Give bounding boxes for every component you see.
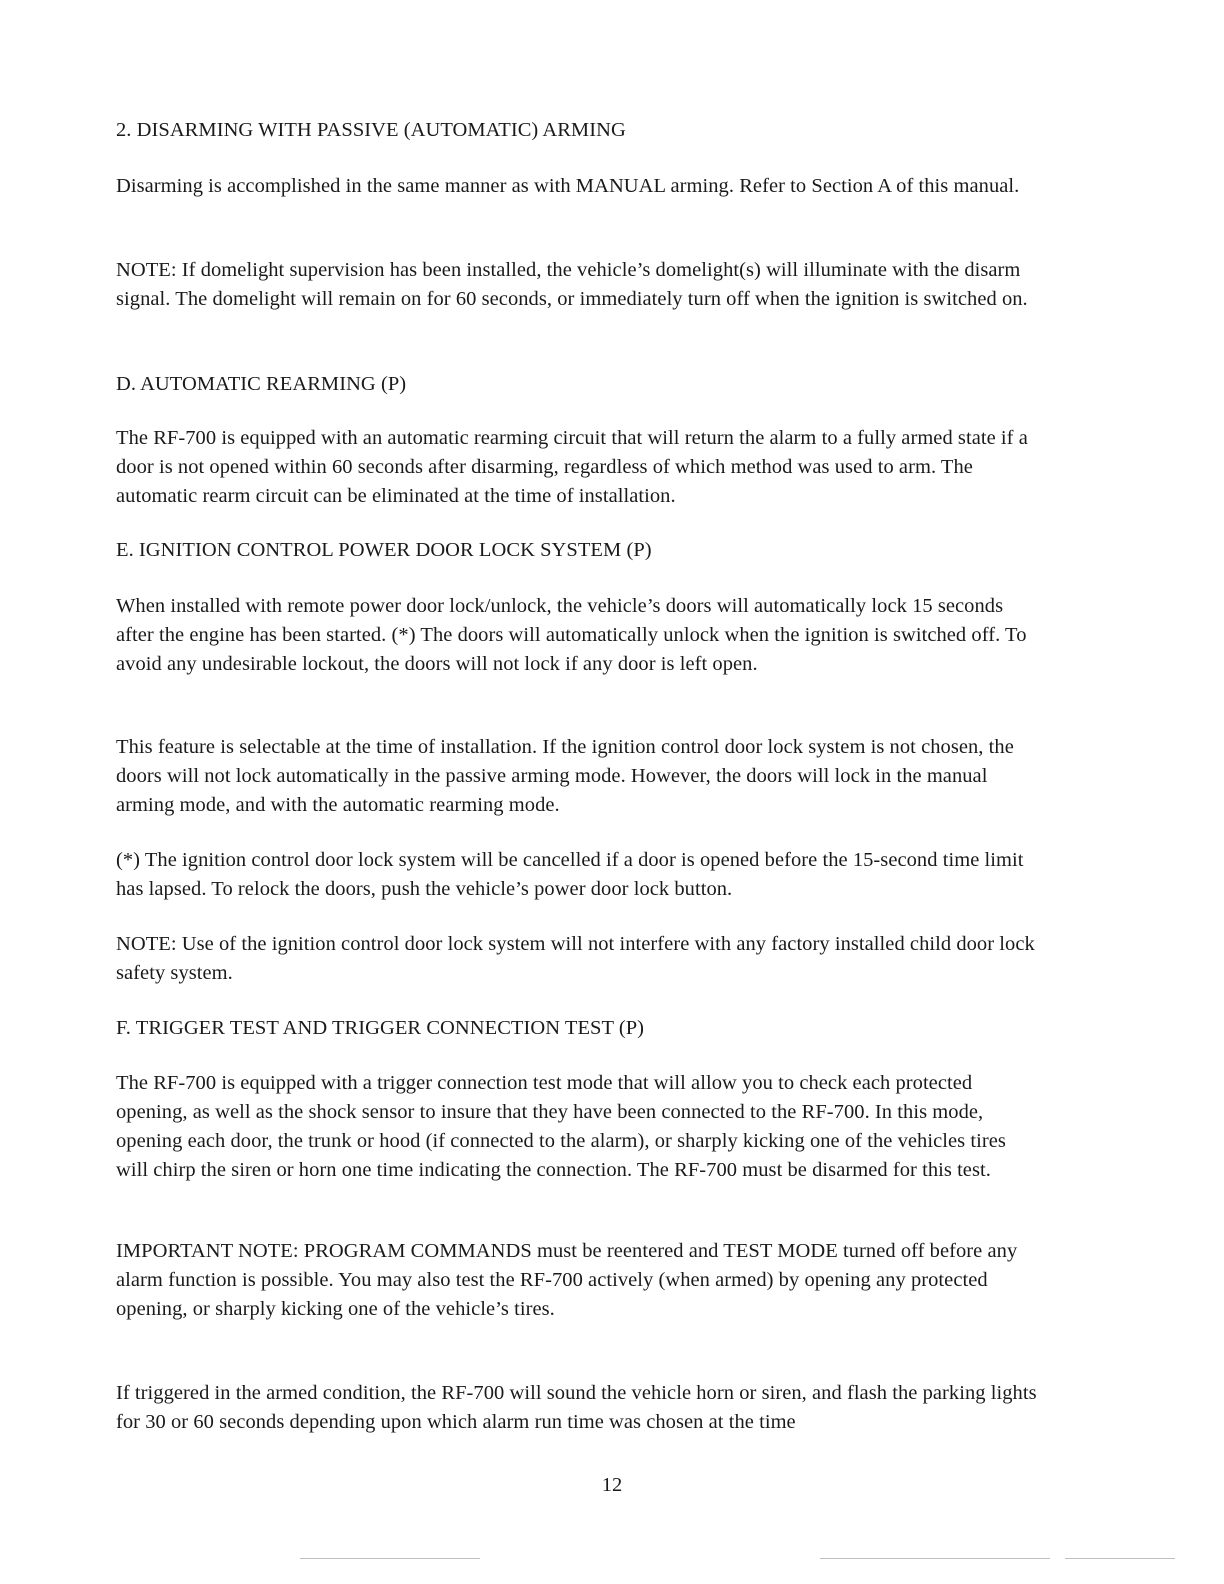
section-heading-automatic-rearming: D. AUTOMATIC REARMING (P) — [116, 373, 407, 395]
note-domelight: NOTE: If domelight supervision has been installed, the vehicle’s domelight(s) will illuminate with the disarm signal. The domelight will remain on for 60 seconds, or immediately turn off when the ignition is switched on. — [116, 259, 1028, 310]
scan-artifact-line — [300, 1558, 480, 1559]
paragraph-trigger-test: The RF-700 is equipped with a trigger connection test mode that will allow you to check each protected opening, as well as the shock sensor to insure that they have been connected to the RF-700. In this mode, opening each door, the trunk or hood (if connected to the alarm), or sharply kicking one of the vehicles tires will chirp the siren or horn one time indicating the connection. The RF-700 must be disarmed for this test. — [116, 1072, 1006, 1181]
section-heading-trigger-test: F. TRIGGER TEST AND TRIGGER CONNECTION TEST (P) — [116, 1017, 645, 1039]
section-heading-disarming-passive: 2. DISARMING WITH PASSIVE (AUTOMATIC) ARMING — [116, 119, 626, 141]
paragraph-asterisk-note: (*) The ignition control door lock system will be cancelled if a door is opened before the 15-second time limit has lapsed. To relock the doors, push the vehicle’s power door lock button. — [116, 849, 1024, 900]
paragraph-automatic-rearming: The RF-700 is equipped with an automatic rearming circuit that will return the alarm to a fully armed state if a door is not opened within 60 seconds after disarming, regardless of which method was used to arm. The automatic rearm circuit can be eliminated at the time of installation. — [116, 427, 1028, 507]
paragraph-disarming: Disarming is accomplished in the same manner as with MANUAL arming. Refer to Section A of this manual. — [116, 175, 1020, 197]
paragraph-feature-selectable: This feature is selectable at the time of installation. If the ignition control door lock system is not chosen, the doors will not lock automatically in the passive arming mode. However, the doors will lock in the manual arming mode, and with the automatic rearming mode. — [116, 736, 1014, 816]
important-note: IMPORTANT NOTE: PROGRAM COMMANDS must be reentered and TEST MODE turned off before any alarm function is possible. You may also test the RF-700 actively (when armed) by opening any protected opening, or sharply kicking one of the vehicle’s tires. — [116, 1240, 1018, 1320]
scan-artifact-line — [820, 1558, 1050, 1559]
note-child-lock: NOTE: Use of the ignition control door lock system will not interfere with any factory installed child door lock safety system. — [116, 933, 1035, 984]
page-number: 12 — [601, 1474, 623, 1496]
paragraph-ignition-control: When installed with remote power door lock/unlock, the vehicle’s doors will automatically lock 15 seconds after the engine has been started. (*) The doors will automatically unlock when the ignition is switched off. To avoid any undesirable lockout, the doors will not lock if any door is left open. — [116, 595, 1027, 675]
scan-artifact-line — [1065, 1558, 1175, 1559]
section-heading-ignition-control: E. IGNITION CONTROL POWER DOOR LOCK SYSTEM (P) — [116, 539, 652, 561]
paragraph-triggered-armed: If triggered in the armed condition, the RF-700 will sound the vehicle horn or siren, and flash the parking lights for 30 or 60 seconds depending upon which alarm run time was chosen at the time — [116, 1382, 1037, 1433]
